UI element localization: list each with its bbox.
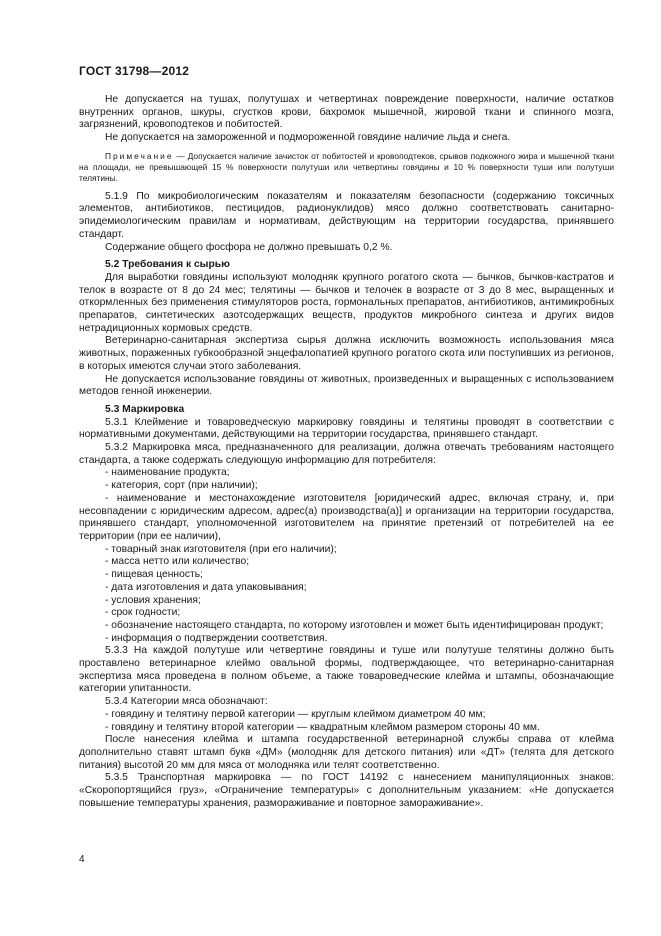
body-paragraph: 5.3.4 Категории мяса обозначают: <box>105 696 268 708</box>
body-paragraph: После нанесения клейма и штампа государственной ветеринарной службы справа от клейма дополнительно ставят штамп букв «ДМ» (молодняк для детского питания) или «ДТ» (телята для детского питания) высотой 20 мм для мяса от молодняка или телят соответственно. <box>79 734 614 771</box>
body-paragraph: - наименование и местонахождение изготовителя [юридический адрес, включая страну, и, при несовпадении с юридическим адресом, адрес(а) производства(а)] и организации на территории государства, принявшего стандарт, уполномоченной изготовителем на принятие претензий от потребителей на ее территории (при ее наличии), <box>79 492 614 542</box>
list-item: - дата изготовления и дата упаковывания; <box>105 581 307 593</box>
list-item: - условия хранения; <box>105 594 201 606</box>
section-heading: 5.3 Маркировка <box>105 403 185 415</box>
list-item: - пищевая ценность; <box>105 569 203 581</box>
body-paragraph: 5.3.1 Клеймение и товароведческую маркировку говядины и телятины проводят в соответствии с нормативными документами, действующими на территории государства, принявшего стандарт. <box>79 416 614 441</box>
section-heading: 5.2 Требования к сырью <box>105 259 230 271</box>
body-paragraph: 5.3.2 Маркировка мяса, предназначенного для реализации, должна отвечать требованиям настоящего стандарта, а также содержать следующую информацию для потребителя: <box>79 442 614 466</box>
body-paragraph: 5.1.9 По микробиологическим показателям и показателям безопасности (содержанию токсичных элементов, антибиотиков, пестицидов, радионуклидов) мясо должно соответствовать санитарно-эпидемиологическим правилам и нормативам, действующим на территории государства, принявшего стандарт. <box>79 190 614 240</box>
document-code-header: ГОСТ 31798—2012 <box>79 64 190 78</box>
list-item: - товарный знак изготовителя (при его наличии); <box>105 543 337 555</box>
body-paragraph: 5.3.5 Транспортная маркировка — по ГОСТ 14192 с нанесением манипуляционных знаков: «Скоропортящийся груз», «Ограничение температуры» с дополнительным указанием: «Не допускается повышение температуры хранения, размораживание и повторное замораживание». <box>79 772 614 809</box>
body-paragraph: 5.3.3 На каждой полутуше или четвертине говядины и туше или полутуше телятины должно быть проставлено ветеринарное клеймо овальной формы, подтверждающее, что ветеринарно-санитарная экспертиза мяса проведена в полном объеме, а также товароведческие клейма и штампы, обозначающие категории упитанности. <box>79 645 614 695</box>
body-paragraph: Ветеринарно-санитарная экспертиза сырья должна исключить возможность использования мяса животных, пораженных губкообразной энцефалопатией крупного рогатого скота или поступивших из регионов, в которых имеются случаи этого заболевания. <box>79 335 614 372</box>
note-label: Примечание <box>105 150 174 161</box>
list-item: - говядину и телятину первой категории — круглым клеймом диаметром 40 мм; <box>105 708 486 720</box>
body-paragraph: Для выработки говядины используют молодняк крупного рогатого скота — бычков, бычков-кастратов и телок в возрасте от 8 до 24 мес; телятины — бычков и телочек в возрасте от 3 до 8 мес, выращенных и откормленных без применения стимуляторов роста, гормональных препаратов, антибиотиков, антимикробных препаратов, синтетических азотсодержащих веществ, продуктов микробного синтеза и других видов нетрадиционных кормовых средств. <box>79 271 614 334</box>
body-paragraph: Содержание общего фосфора не должно превышать 0,2 %. <box>105 241 393 253</box>
list-item: - масса нетто или количество; <box>105 556 250 568</box>
list-item: - информация о подтверждении соответствия. <box>105 632 328 644</box>
list-item: - наименование продукта; <box>105 467 230 479</box>
document-body <box>79 94 614 810</box>
note-text: — Допускается наличие зачисток от побитостей и кровоподтеков, срывов подкожного жира и мышечной ткани на площади, не превышающей 15 % поверхности полутуши или четвертины говядины и 10 % поверхности туши или полутуши телятины. <box>79 150 614 184</box>
body-paragraph: Не допускается на тушах, полутушах и четвертинах повреждение поверхности, наличие остатков внутренних органов, шкуры, сгустков крови, бахромок мышечной, жировой ткани и спинного мозга, загрязнений, кровоподтеков и побитостей. <box>79 94 614 131</box>
note-paragraph <box>79 151 614 185</box>
body-paragraph: Не допускается использование говядины от животных, произведенных и выращенных с использованием методов генной инженерии. <box>79 373 614 398</box>
body-paragraph: - обозначение настоящего стандарта, по которому изготовлен и может быть идентифицирован продукт; <box>105 619 604 631</box>
list-item: - говядину и телятину второй категории — квадратным клеймом размером стороны 40 мм. <box>105 721 540 733</box>
list-item: - срок годности; <box>105 607 181 619</box>
list-item: - категория, сорт (при наличии); <box>105 480 258 492</box>
body-paragraph: Не допускается на замороженной и подмороженной говядине наличие льда и снега. <box>105 132 511 144</box>
page-number: 4 <box>79 854 85 865</box>
